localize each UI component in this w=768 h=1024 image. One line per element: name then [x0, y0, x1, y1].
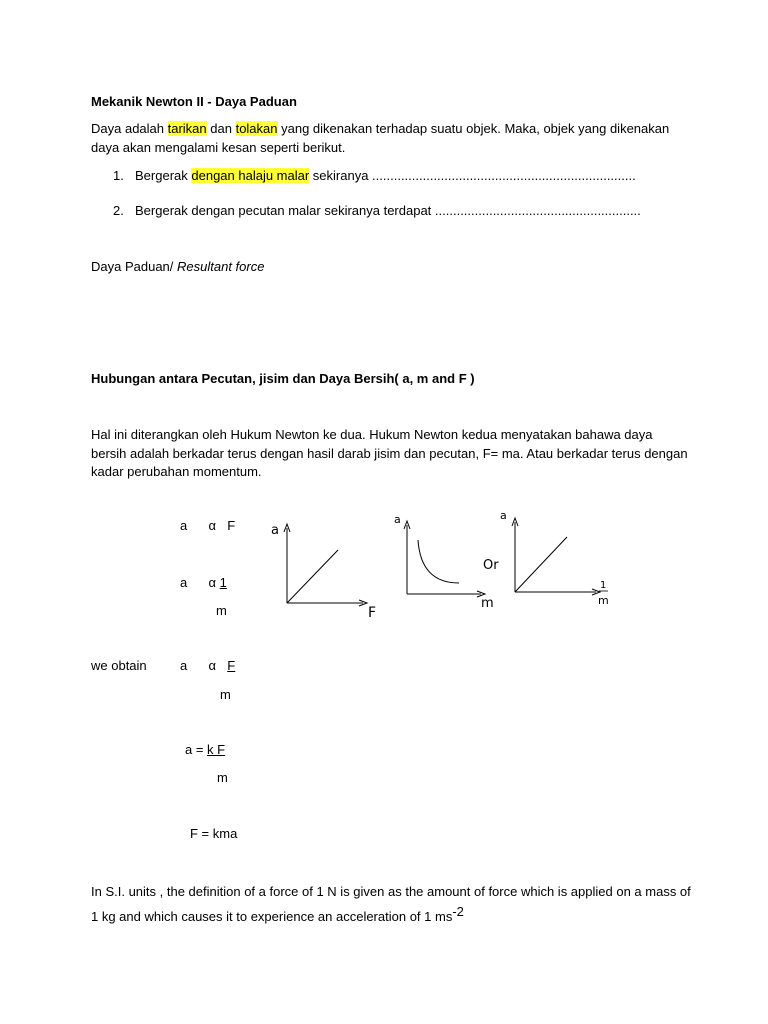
graph3-y-label: a [500, 509, 507, 522]
resultant-italic: Resultant force [177, 259, 265, 274]
graph3-x-denominator: m [598, 594, 609, 607]
resultant-label: Daya Paduan/ [91, 259, 178, 274]
eq1-numerator: k F [207, 742, 226, 757]
list-item-2: Bergerak dengan pecutan malar sekiranya terdapat ......................................................... [135, 203, 641, 218]
graph-a-vs-inverse-m [500, 509, 609, 607]
or-label: Or [483, 558, 499, 573]
highlight-halaju-malar: dengan halaju malar [191, 168, 310, 183]
obtain-denominator: m [220, 687, 231, 702]
graph2-x-label: m [481, 596, 494, 611]
graph3-line [515, 537, 567, 592]
graphs-figure [260, 500, 660, 625]
we-obtain-label: we obtain [91, 658, 147, 673]
proportion-a-F [180, 518, 235, 533]
obtain-numerator: F [227, 658, 236, 673]
prop2-alpha: α [208, 575, 216, 590]
prop2-denominator: m [216, 603, 227, 618]
graph1-y-label: a [271, 523, 279, 538]
page-title: Mekanik Newton II - Daya Paduan [91, 94, 297, 109]
graph2-y-label: a [394, 513, 401, 526]
section-heading: Hubungan antara Pecutan, jisim dan Daya Bersih( a, m and F ) [91, 371, 475, 386]
si-definition-paragraph [91, 882, 701, 927]
list-item-2-number: 2. [113, 203, 124, 218]
intro-text-3: yang dikenakan terhadap suatu objek. Maka, objek yang dikenakan daya akan mengalami kesan seperti berikut. [91, 121, 670, 155]
graph3-x-numerator: 1 [600, 580, 607, 591]
si-superscript: -2 [452, 904, 464, 919]
graph1-x-label: F [368, 605, 377, 621]
eq1-lhs: a = [185, 742, 208, 757]
si-text: In S.I. units , the definition of a force of 1 N is given as the amount of force which is applied on a mass of 1 kg and which causes it to experience an acceleration of 1 ms [91, 884, 691, 924]
obtain-expression [180, 658, 235, 673]
newton-law-paragraph: Hal ini diterangkan oleh Hukum Newton ke dua. Hukum Newton kedua menyatakan bahawa daya bersih adalah berkadar terus dengan hasil darab jisim dan pecutan, F= ma. Atau berkadar terus dengan kadar perubahan momentum. [91, 427, 688, 479]
list-item-1-pre: Bergerak [135, 168, 192, 183]
intro-text-2: dan [206, 121, 236, 136]
graph2-curve [418, 540, 459, 583]
list-item-1-number: 1. [113, 168, 124, 183]
graph1-line [287, 550, 338, 603]
prop1-alpha: α [208, 518, 216, 533]
prop2-numerator: 1 [219, 575, 227, 590]
intro-text-1: Daya adalah [91, 121, 168, 136]
resultant-force-line [91, 259, 264, 274]
list-item-1 [135, 168, 636, 183]
intro-paragraph [91, 120, 691, 157]
eq1-denominator: m [217, 770, 228, 785]
obtain-a: a [180, 658, 188, 673]
obtain-alpha: α [208, 658, 216, 673]
highlight-tolakan: tolakan [235, 121, 278, 136]
proportion-a-inverse-m [180, 575, 227, 590]
equation-F-kma: F = kma [190, 826, 238, 841]
graph-a-vs-m [394, 513, 494, 611]
prop1-a: a [180, 518, 188, 533]
prop2-a: a [180, 575, 188, 590]
prop1-rhs: F [227, 518, 236, 533]
highlight-tarikan: tarikan [167, 121, 207, 136]
list-item-1-post: sekiranya ......................................................................... [309, 168, 636, 183]
equation-a-kF-m [185, 742, 225, 757]
graph-a-vs-F [271, 523, 376, 621]
